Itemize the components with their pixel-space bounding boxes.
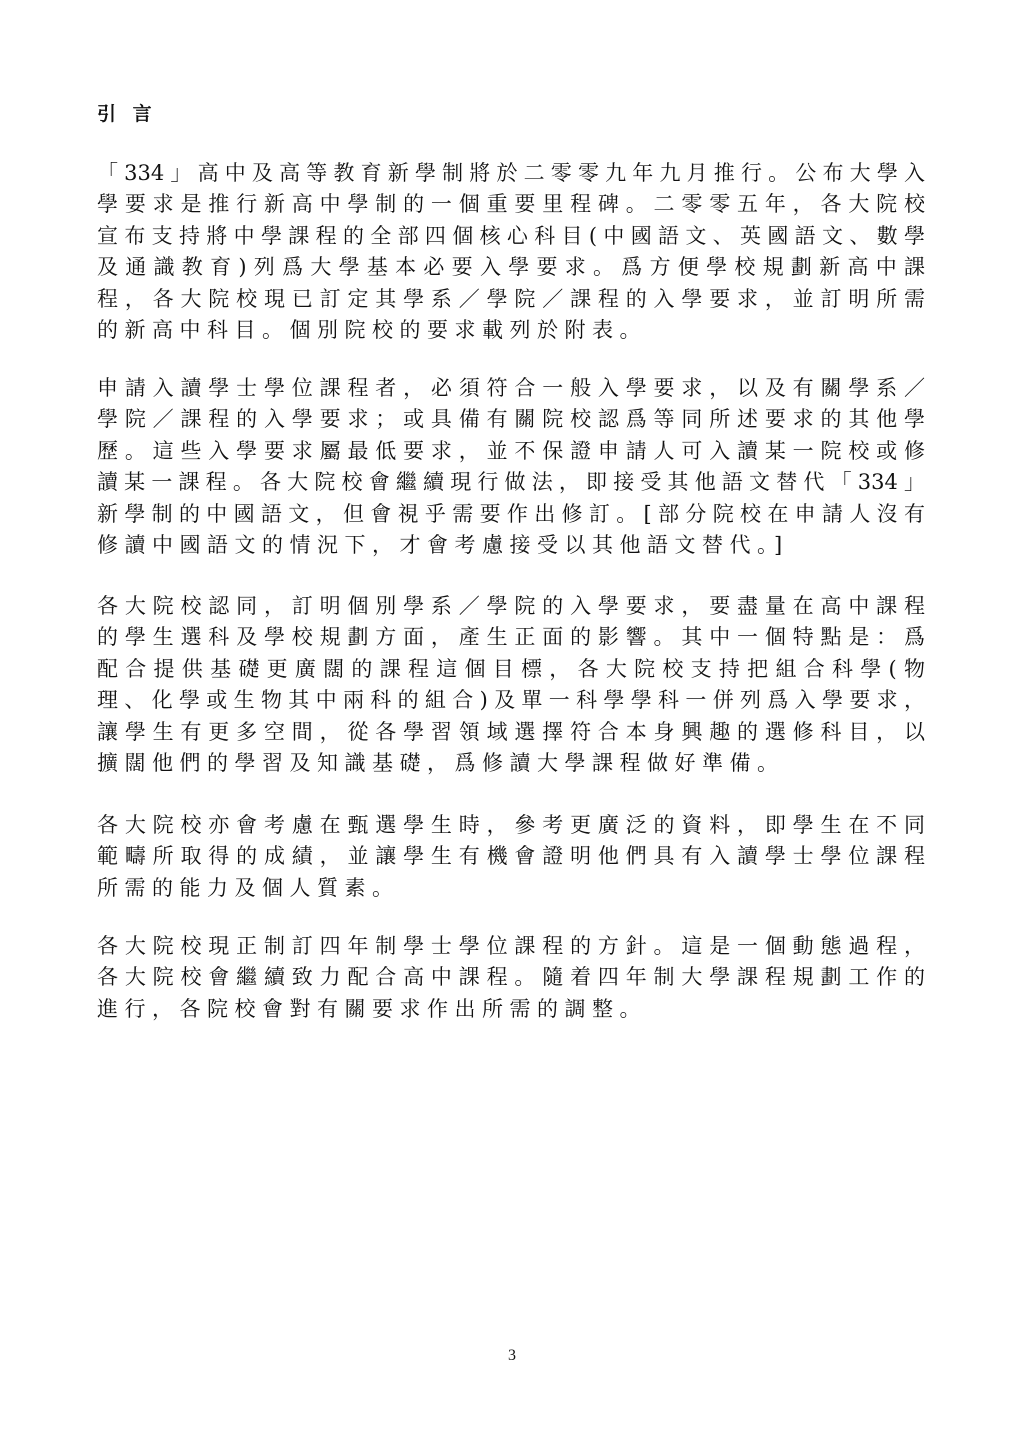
paragraph-line: 配合提供基礎更廣闊的課程這個目標，各大院校支持把組合科學(物: [97, 656, 925, 681]
paragraph-line: 「334」高中及高等教育新學制將於二零零九年九月推行。公布大學入: [97, 161, 925, 185]
paragraph-line: 讀某一課程。各大院校會繼續現行做法，即接受其他語文替代「334」: [97, 470, 925, 495]
paragraph-line: 各大院校亦會考慮在甄選學生時，參考更廣泛的資料，即學生在不同: [97, 813, 925, 837]
paragraph-line: 宣布支持將中學課程的全部四個核心科目(中國語文、英國語文、數學: [97, 223, 925, 248]
paragraph-line: 各大院校現正制訂四年制學士學位課程的方針。這是一個動態過程，: [97, 934, 925, 958]
paragraph-line: 所需的能力及個人質素。: [97, 875, 400, 900]
paragraph-line: 進行，各院校會對有關要求作出所需的調整。: [97, 996, 647, 1021]
paragraph-subject-selection: [97, 591, 925, 779]
paragraph-line: 及通識教育)列爲大學基本必要入學要求。爲方便學校規劃新高中課: [97, 255, 925, 280]
paragraph-line: 各大院校認同，訂明個別學系／學院的入學要求，要盡量在高中課程: [97, 594, 925, 618]
paragraph-line: 新學制的中國語文，但會視乎需要作出修訂。[部分院校在申請人沒有: [97, 501, 925, 526]
paragraph-line: 擴闊他們的學習及知識基礎，爲修讀大學課程做好準備。: [97, 750, 785, 775]
paragraph-line: 申請入讀學士學位課程者，必須符合一般入學要求，以及有關學系／: [97, 376, 925, 400]
paragraph-line: 歷。這些入學要求屬最低要求，並不保證申請人可入讀某一院校或修: [97, 438, 925, 463]
section-heading: 引 言: [97, 103, 157, 125]
paragraph-line: 修讀中國語文的情況下，才會考慮接受以其他語文替代。]: [97, 532, 789, 557]
paragraph-line: 學院／課程的入學要求；或具備有關院校認爲等同所述要求的其他學: [97, 407, 925, 432]
paragraph-line: 學要求是推行新高中學制的一個重要里程碑。二零零五年，各大院校: [97, 192, 925, 217]
page-number: 3: [508, 1347, 516, 1364]
paragraph-line: 讓學生有更多空間，從各學習領域選擇符合本身興趣的選修科目，以: [97, 719, 925, 744]
paragraph-four-year-policy: [97, 931, 925, 1025]
paragraph-line: 程，各大院校現已訂定其學系／學院／課程的入學要求，並訂明所需: [97, 286, 925, 311]
paragraph-line: 的學生選科及學校規劃方面，產生正面的影響。其中一個特點是：爲: [97, 625, 925, 650]
paragraph-student-selection: [97, 810, 925, 904]
paragraph-line: 的新高中科目。個別院校的要求載列於附表。: [97, 317, 647, 342]
paragraph-application-requirements: [97, 373, 925, 561]
paragraph-intro: [97, 158, 925, 346]
paragraph-line: 範疇所取得的成績，並讓學生有機會證明他們具有入讀學士學位課程: [97, 844, 925, 869]
paragraph-line: 理、化學或生物其中兩科的組合)及單一科學學科一併列爲入學要求，: [97, 688, 925, 713]
paragraph-line: 各大院校會繼續致力配合高中課程。隨着四年制大學課程規劃工作的: [97, 965, 925, 990]
